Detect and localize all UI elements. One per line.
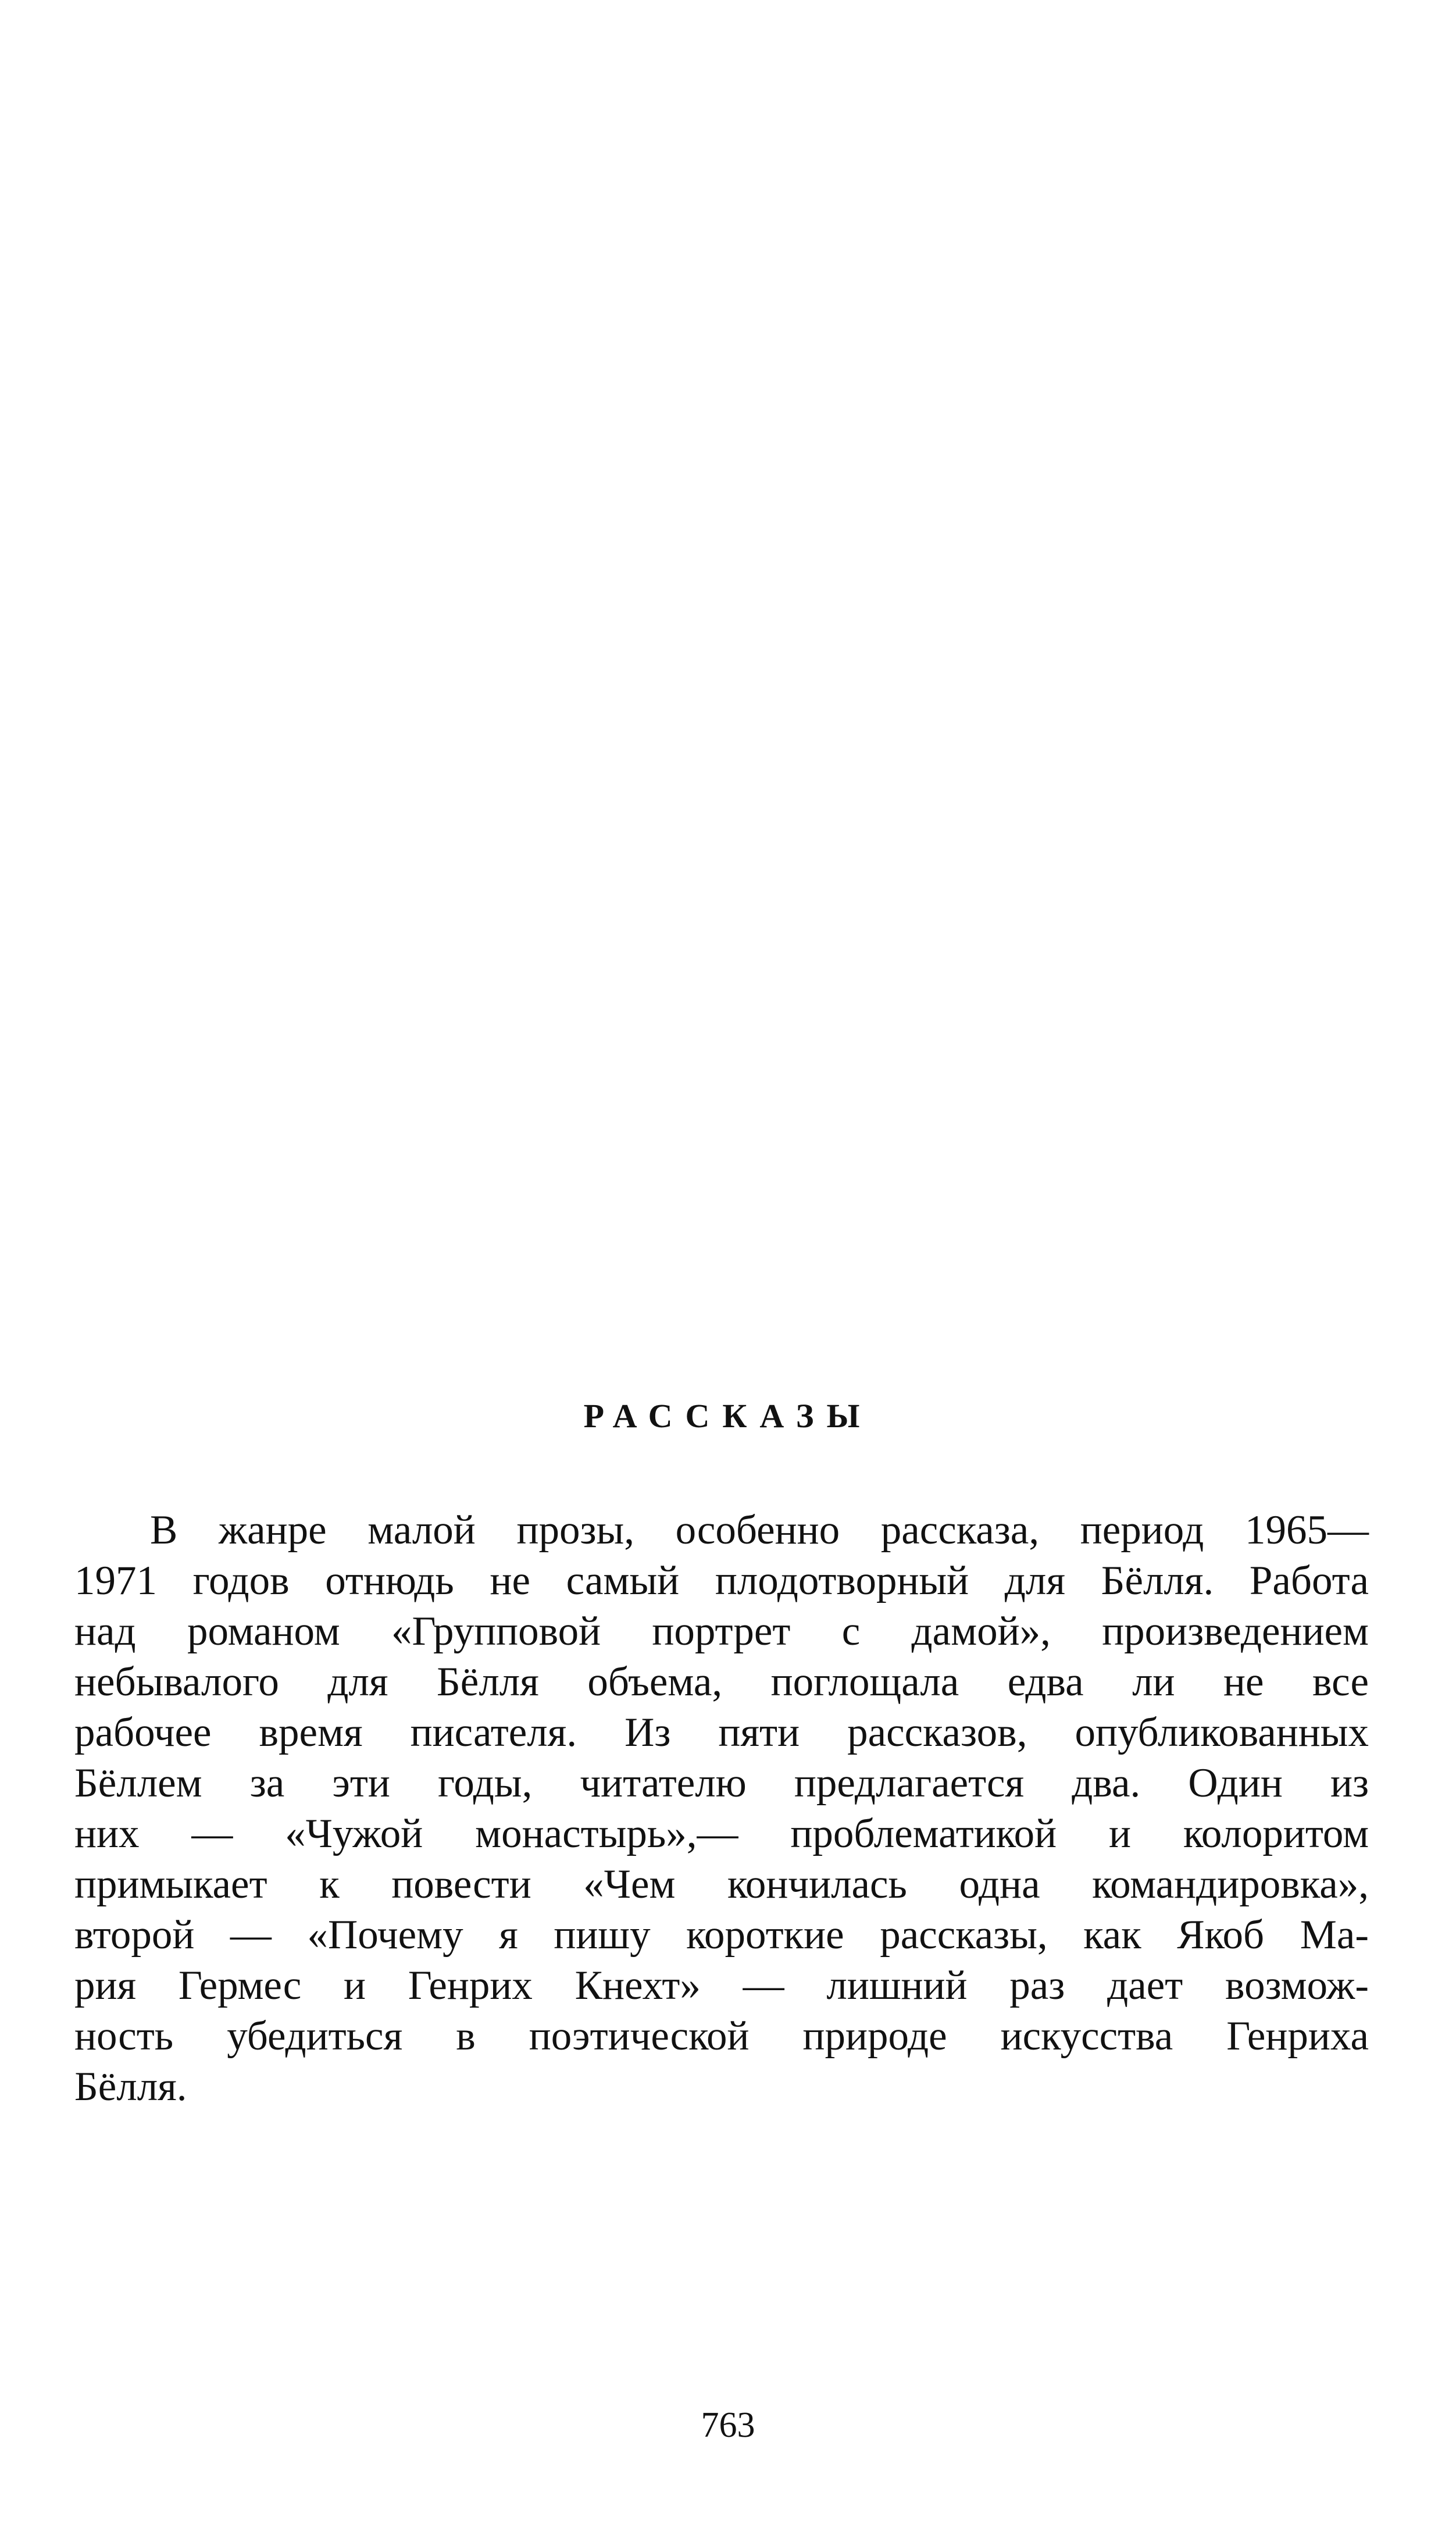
paragraph-line: рабочее время писателя. Из пяти рассказов, опубликованных xyxy=(74,1710,1369,1755)
paragraph-line: ность убедиться в поэтической природе искусства Генриха xyxy=(74,2013,1369,2059)
paragraph-line: Бёллем за эти годы, читателю предлагается два. Один из xyxy=(74,1760,1369,1806)
paragraph-line: них — «Чужой монастырь»,— проблематикой и колоритом xyxy=(74,1811,1369,1856)
page-number: 763 xyxy=(701,2405,755,2445)
paragraph-line: Бёлля. xyxy=(74,2064,187,2109)
paragraph-line: второй — «Почему я пишу короткие рассказы, как Якоб Ма- xyxy=(74,1912,1369,1958)
paragraph-line: примыкает к повести «Чем кончилась одна командировка», xyxy=(74,1862,1369,1907)
paragraph-line: над романом «Групповой портрет с дамой», произведением xyxy=(74,1609,1369,1654)
section-heading: РАССКАЗЫ xyxy=(583,1397,873,1435)
paragraph-line: 1971 годов отнюдь не самый плодотворный для Бёлля. Работа xyxy=(74,1558,1369,1603)
paragraph-line: В жанре малой прозы, особенно рассказа, период 1965— xyxy=(150,1507,1369,1553)
body-paragraph xyxy=(74,1505,1369,2112)
paragraph-line: небывалого для Бёлля объема, поглощала едва ли не все xyxy=(74,1659,1369,1705)
paragraph-line: рия Гермес и Генрих Кнехт» — лишний раз дает возмож- xyxy=(74,1963,1369,2008)
